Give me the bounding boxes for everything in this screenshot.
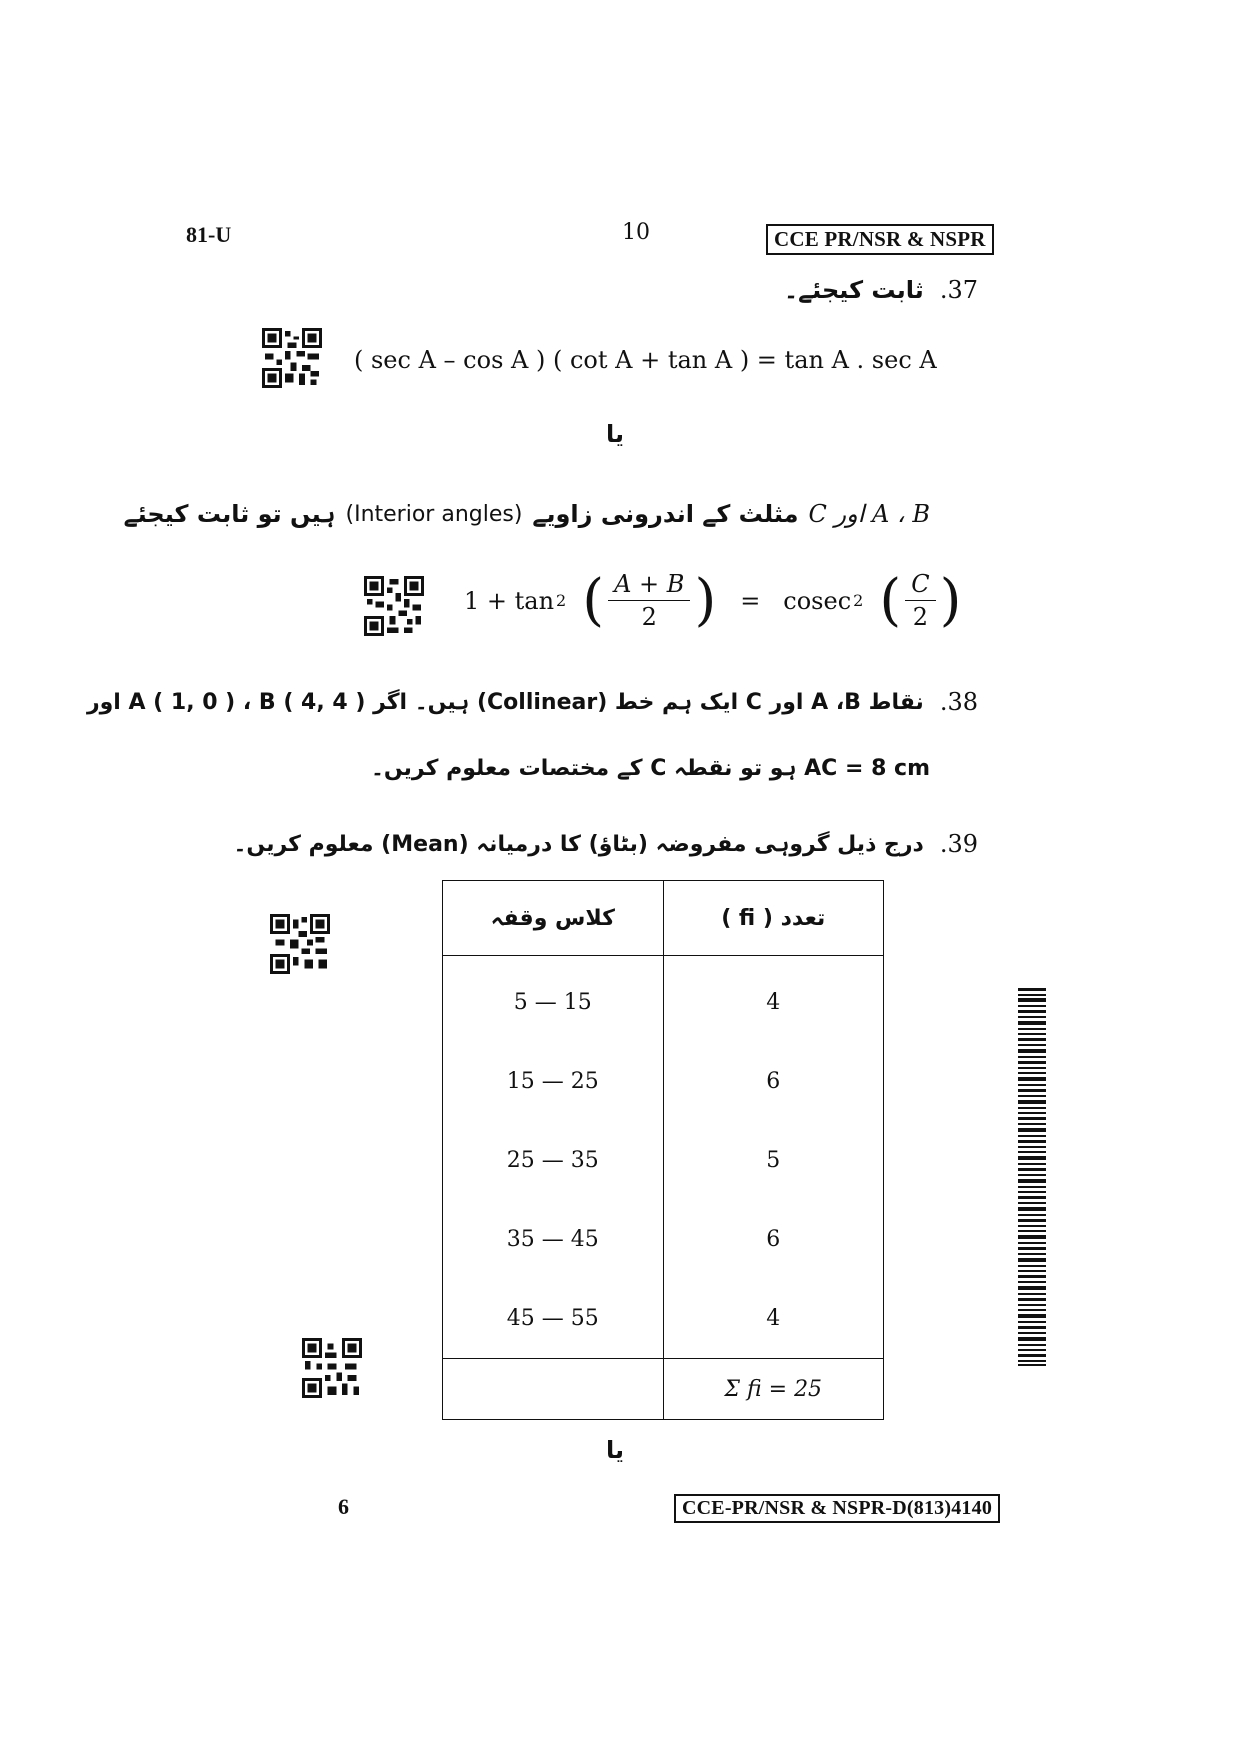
q37-alt-eq-left: 1 + tan	[464, 586, 555, 615]
interval-cell: 25 — 35	[443, 1121, 664, 1200]
table-row	[443, 956, 884, 1043]
table-row	[443, 1200, 884, 1279]
q37-alt-suffix: ہیں تو ثابت کیجئے	[123, 500, 336, 528]
right-paren: )	[694, 567, 717, 633]
table-row	[443, 1042, 884, 1121]
q37-equation: ( sec A – cos A ) ( cot A + tan A ) = tan A . sec A	[354, 346, 937, 374]
q37-alt-fraction-1	[608, 570, 690, 631]
frequency-cell: 6	[663, 1042, 884, 1121]
interval-cell: 5 — 15	[443, 956, 664, 1043]
right-paren: )	[939, 567, 962, 633]
q37-alt-frac2-num: C	[905, 570, 935, 601]
table-header-row	[443, 881, 884, 956]
q38-line2: AC = 8 cm ہو تو نقطہ C کے مختصات معلوم کریں۔	[370, 756, 930, 781]
or-separator-2: یا	[606, 1436, 625, 1464]
frequency-cell: 4	[663, 1279, 884, 1359]
q38-line1-row	[87, 688, 978, 716]
q37-alt-eq-mid: = cosec	[740, 586, 852, 615]
q37-alt-eq-square-1: 2	[556, 591, 567, 610]
qr-code-icon	[270, 914, 330, 974]
qr-code-icon	[262, 328, 322, 388]
footer-page-label: 6	[338, 1494, 349, 1519]
q37-alt-statement	[124, 500, 930, 528]
footer-code: CCE-PR/NSR & NSPR-D(813)4140	[674, 1494, 1000, 1523]
q37-alt-fraction-2	[905, 570, 935, 631]
frequency-cell: 4	[663, 956, 884, 1043]
interval-cell: 45 — 55	[443, 1279, 664, 1359]
table-total-row	[443, 1359, 884, 1420]
q37-alt-vars: A ، B اور C	[808, 500, 930, 528]
q38-number: .38	[939, 688, 978, 716]
q39-heading	[234, 830, 979, 858]
empty-total-cell	[443, 1359, 664, 1420]
paper-code-right: CCE PR/NSR & NSPR	[766, 224, 994, 255]
q39-number: .39	[939, 830, 978, 858]
left-paren: (	[582, 567, 605, 633]
qr-code-icon	[364, 576, 424, 636]
q37-instruction: ثابت کیجئے۔	[784, 276, 924, 304]
q37-alt-frac1-den: 2	[641, 603, 657, 631]
q37-heading	[784, 276, 978, 304]
frequency-table	[442, 880, 884, 1420]
q37-alt-frac2-den: 2	[912, 603, 929, 631]
table-row	[443, 1121, 884, 1200]
frequency-cell: 6	[663, 1200, 884, 1279]
frequency-header: تعدد ( fi )	[663, 881, 884, 956]
q37-alt-frac1-num: A + B	[608, 570, 690, 601]
paper-code-left: 81-U	[186, 222, 232, 247]
barcode-icon	[1018, 988, 1046, 1366]
interval-cell: 35 — 45	[443, 1200, 664, 1279]
q37-alt-equation	[464, 567, 962, 633]
qr-code-icon	[302, 1338, 362, 1398]
q37-alt-english: (Interior angles)	[345, 501, 523, 527]
or-separator-1: یا	[606, 420, 625, 448]
page-number: 10	[622, 220, 650, 245]
table-row	[443, 1279, 884, 1359]
q38-line1: نقاط A ،B اور C ایک ہم خط (Collinear) ہیں۔ اگر A ( 1, 0 ) ، B ( 4, 4 ) اور	[86, 689, 924, 715]
q37-alt-eq-square-2: 2	[853, 591, 864, 610]
interval-cell: 15 — 25	[443, 1042, 664, 1121]
q37-number: .37	[939, 276, 978, 304]
q39-instruction: درج ذیل گروہی مفروضہ (بٹاؤ) کا درمیانہ (Mean) معلوم کریں۔	[233, 831, 924, 857]
left-paren: (	[879, 567, 902, 633]
class-interval-header: کلاس وقفہ	[443, 881, 664, 956]
frequency-cell: 5	[663, 1121, 884, 1200]
sum-frequency-cell: Σ fi = 25	[663, 1359, 884, 1420]
q37-alt-prefix: مثلث کے اندرونی زاویے	[532, 500, 799, 528]
